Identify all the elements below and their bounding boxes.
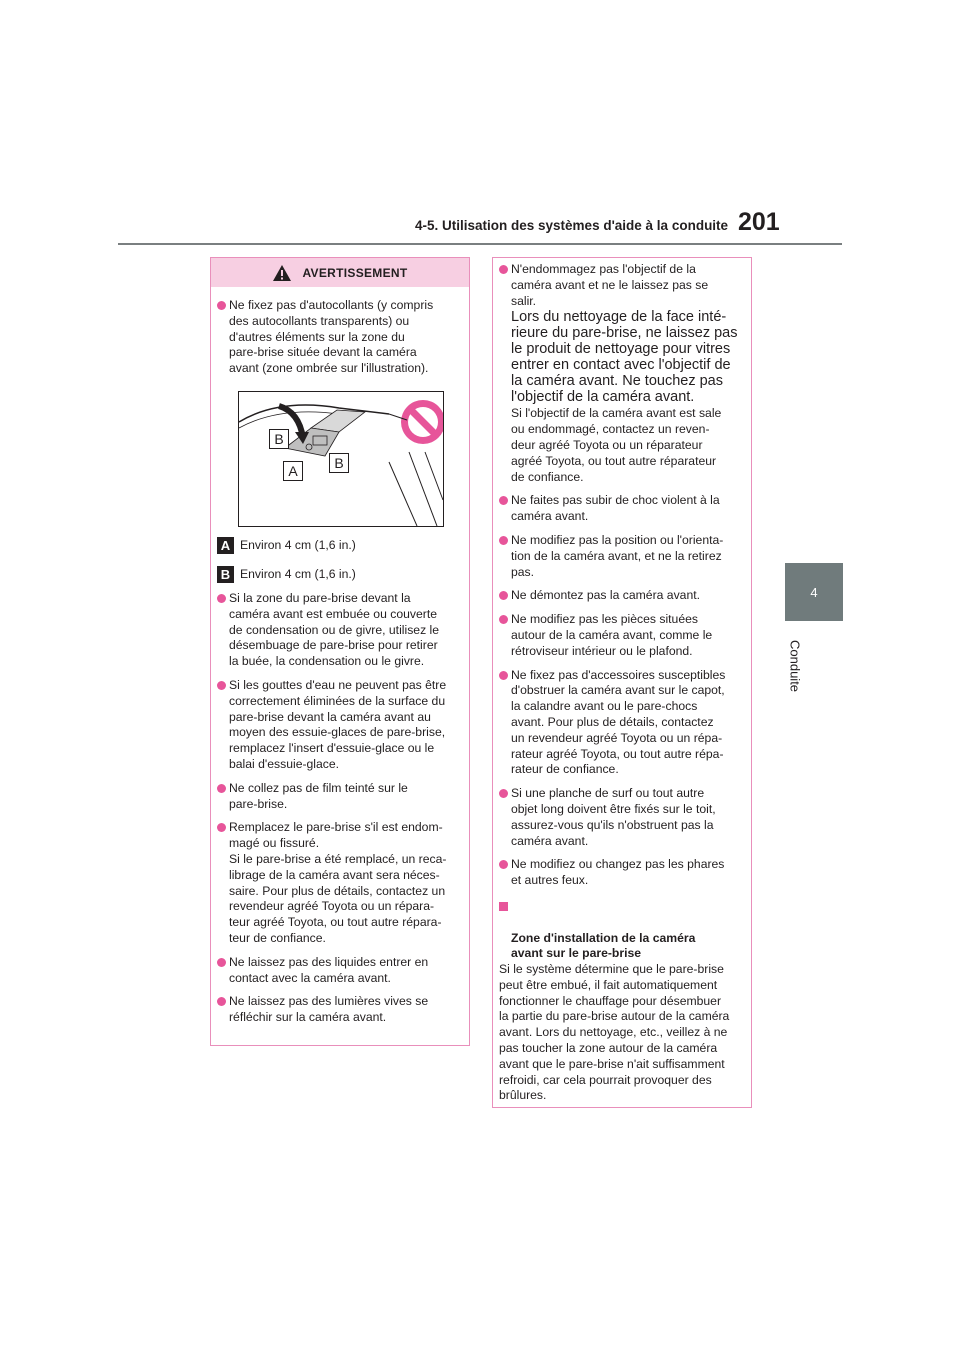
list-item bbox=[217, 678, 463, 773]
bullet-text: Ne collez pas de film teinté sur le pare-brise. bbox=[229, 780, 408, 811]
warning-box-right bbox=[492, 257, 752, 1108]
bullet-text: Ne laissez pas des lumières vives se réfléchir sur la caméra avant. bbox=[229, 994, 429, 1025]
bullet-dot-icon bbox=[217, 301, 226, 310]
figure-label-b-bottom: B bbox=[329, 453, 349, 473]
bullet-text: Ne fixez pas d'autocollants (y compris des autocollants transparents) ou d'autres éléments sur la zone du pare-brise située devant la caméra avant (zone ombrée sur l'illustration). bbox=[229, 298, 434, 376]
bullet-text: Ne modifiez pas la position ou l'orienta- tion de la caméra avant, et ne la retirez pas. bbox=[511, 532, 724, 579]
chapter-label: Conduite bbox=[787, 640, 803, 693]
list-item bbox=[499, 493, 745, 525]
legend-key-b: B bbox=[217, 566, 234, 583]
warning-header bbox=[211, 258, 469, 287]
bullet-dot-icon bbox=[499, 536, 508, 545]
list-item bbox=[217, 820, 463, 946]
bullet-dot-icon bbox=[217, 823, 226, 832]
left-bullet-list bbox=[211, 591, 469, 1026]
list-item bbox=[499, 786, 745, 849]
legend-row-b bbox=[217, 566, 469, 583]
right-bullet-list bbox=[493, 262, 751, 889]
bullet-dot-icon bbox=[217, 997, 226, 1006]
list-item bbox=[217, 298, 463, 377]
bullet-dot-icon bbox=[499, 789, 508, 798]
bullet-followup-text: Si l'objectif de la caméra avant est sale ou endommagé, contactez un reven- deur agréé Toyota ou un réparateur agréé Toyota, ou tout autre réparateur de confiance. bbox=[511, 406, 722, 484]
bullet-text: Si une planche de surf ou tout autre objet long doivent être fixés sur le toit, assurez-vous qu'ils n'obstruent pas la caméra avant. bbox=[511, 786, 716, 848]
list-item bbox=[499, 668, 745, 779]
bullet-text: Ne laissez pas des liquides entrer en contact avec la caméra avant. bbox=[229, 954, 429, 985]
list-item bbox=[499, 533, 745, 580]
square-bullet-icon bbox=[499, 902, 508, 911]
bullet-dot-icon bbox=[499, 265, 508, 274]
bullet-text: N'endommagez pas l'objectif de la caméra avant et ne le laissez pas se salir. bbox=[511, 262, 709, 308]
list-item bbox=[217, 591, 463, 670]
list-item bbox=[499, 612, 745, 659]
chapter-tab: 4 bbox=[785, 563, 843, 621]
header-divider bbox=[118, 243, 842, 245]
figure-label-a: A bbox=[283, 461, 303, 481]
bullet-emphasis-text: Lors du nettoyage de la face inté- rieure du pare-brise, ne laissez pas le produit de nettoyage pour vitres entrer en contact avec l'objectif de la caméra avant. Ne touchez pas l'objectif de la caméra avant. bbox=[511, 309, 738, 406]
bullet-text: Remplacez le pare-brise s'il est endom- magé ou fissuré. Si le pare-brise a été remplacé, un reca- librage de la caméra avant sera néces- saire. Pour plus de détails, contactez un revendeur agréé Toyota ou un répara- teur agréé Toyota, ou tout autre répara- teur de confiance. bbox=[229, 820, 447, 945]
windshield-illustration bbox=[238, 391, 444, 527]
bullet-dot-icon bbox=[499, 591, 508, 600]
bullet-dot-icon bbox=[217, 958, 226, 967]
bullet-text: Si la zone du pare-brise devant la caméra avant est embuée ou couverte de condensation ou de givre, utilisez le désembuage de pare-brise pour retirer la buée, la condensation ou le givre. bbox=[229, 590, 440, 669]
list-item bbox=[499, 588, 745, 604]
warning-triangle-icon bbox=[272, 264, 292, 282]
bullet-dot-icon bbox=[217, 594, 226, 603]
bullet-dot-icon bbox=[499, 496, 508, 505]
bullet-text: Ne démontez pas la caméra avant. bbox=[511, 588, 701, 603]
list-item bbox=[217, 994, 463, 1026]
bullet-dot-icon bbox=[499, 671, 508, 680]
section-body: Si le système détermine que le pare-brise peut être embué, il fait automatiquement fonctionner le chauffage pour désembuer la partie du pare-brise autour de la caméra avant. Lors du nettoyage, etc., veillez à ne pas toucher la zone autour de la caméra avant que le pare-brise n'ait suffisamment refroidi, car cela pourrait provoquer des brûlures. bbox=[499, 962, 730, 1103]
section-heading bbox=[493, 899, 751, 962]
list-item bbox=[499, 857, 745, 889]
list-item bbox=[217, 955, 463, 987]
bullet-text: Ne modifiez ou changez pas les phares et autres feux. bbox=[511, 857, 725, 888]
bullet-text: Si les gouttes d'eau ne peuvent pas être correctement éliminées de la surface du pare-brise devant la caméra avant au moyen des essuie-glaces de pare-brise, remplacez l'insert d'essuie-glace ou le balai d'essuie-glace. bbox=[229, 677, 447, 771]
bullet-dot-icon bbox=[499, 860, 508, 869]
legend-row-a bbox=[217, 537, 469, 554]
list-item bbox=[499, 262, 745, 485]
bullet-text: Ne fixez pas d'accessoires susceptibles d'obstruer la caméra avant sur le capot, la calandre avant ou le pare-chocs avant. Pour plus de détails, contactez un revendeur agréé Toyota ou un répa- rateur agréé Toyota, ou tout autre répa- rateur de confiance. bbox=[511, 667, 726, 777]
list-item bbox=[217, 781, 463, 813]
page-number: 201 bbox=[738, 208, 780, 236]
intro-list bbox=[211, 287, 469, 377]
bullet-dot-icon bbox=[217, 784, 226, 793]
legend-text-a: Environ 4 cm (1,6 in.) bbox=[240, 538, 356, 553]
legend-key-a: A bbox=[217, 537, 234, 554]
bullet-dot-icon bbox=[499, 615, 508, 624]
bullet-text: Ne faites pas subir de choc violent à la caméra avant. bbox=[511, 493, 720, 524]
figure-label-b-top: B bbox=[269, 429, 289, 449]
warning-box-left bbox=[210, 257, 470, 1046]
section-heading-text: Zone d'installation de la caméra avant sur le pare-brise bbox=[511, 930, 696, 961]
bullet-text: Ne modifiez pas les pièces situées autour de la caméra avant, comme le rétroviseur intérieur ou le plafond. bbox=[511, 612, 713, 658]
bullet-dot-icon bbox=[217, 681, 226, 690]
section-title: 4-5. Utilisation des systèmes d'aide à la conduite bbox=[415, 218, 729, 233]
legend-text-b: Environ 4 cm (1,6 in.) bbox=[240, 567, 356, 582]
warning-label: AVERTISSEMENT bbox=[302, 265, 408, 280]
